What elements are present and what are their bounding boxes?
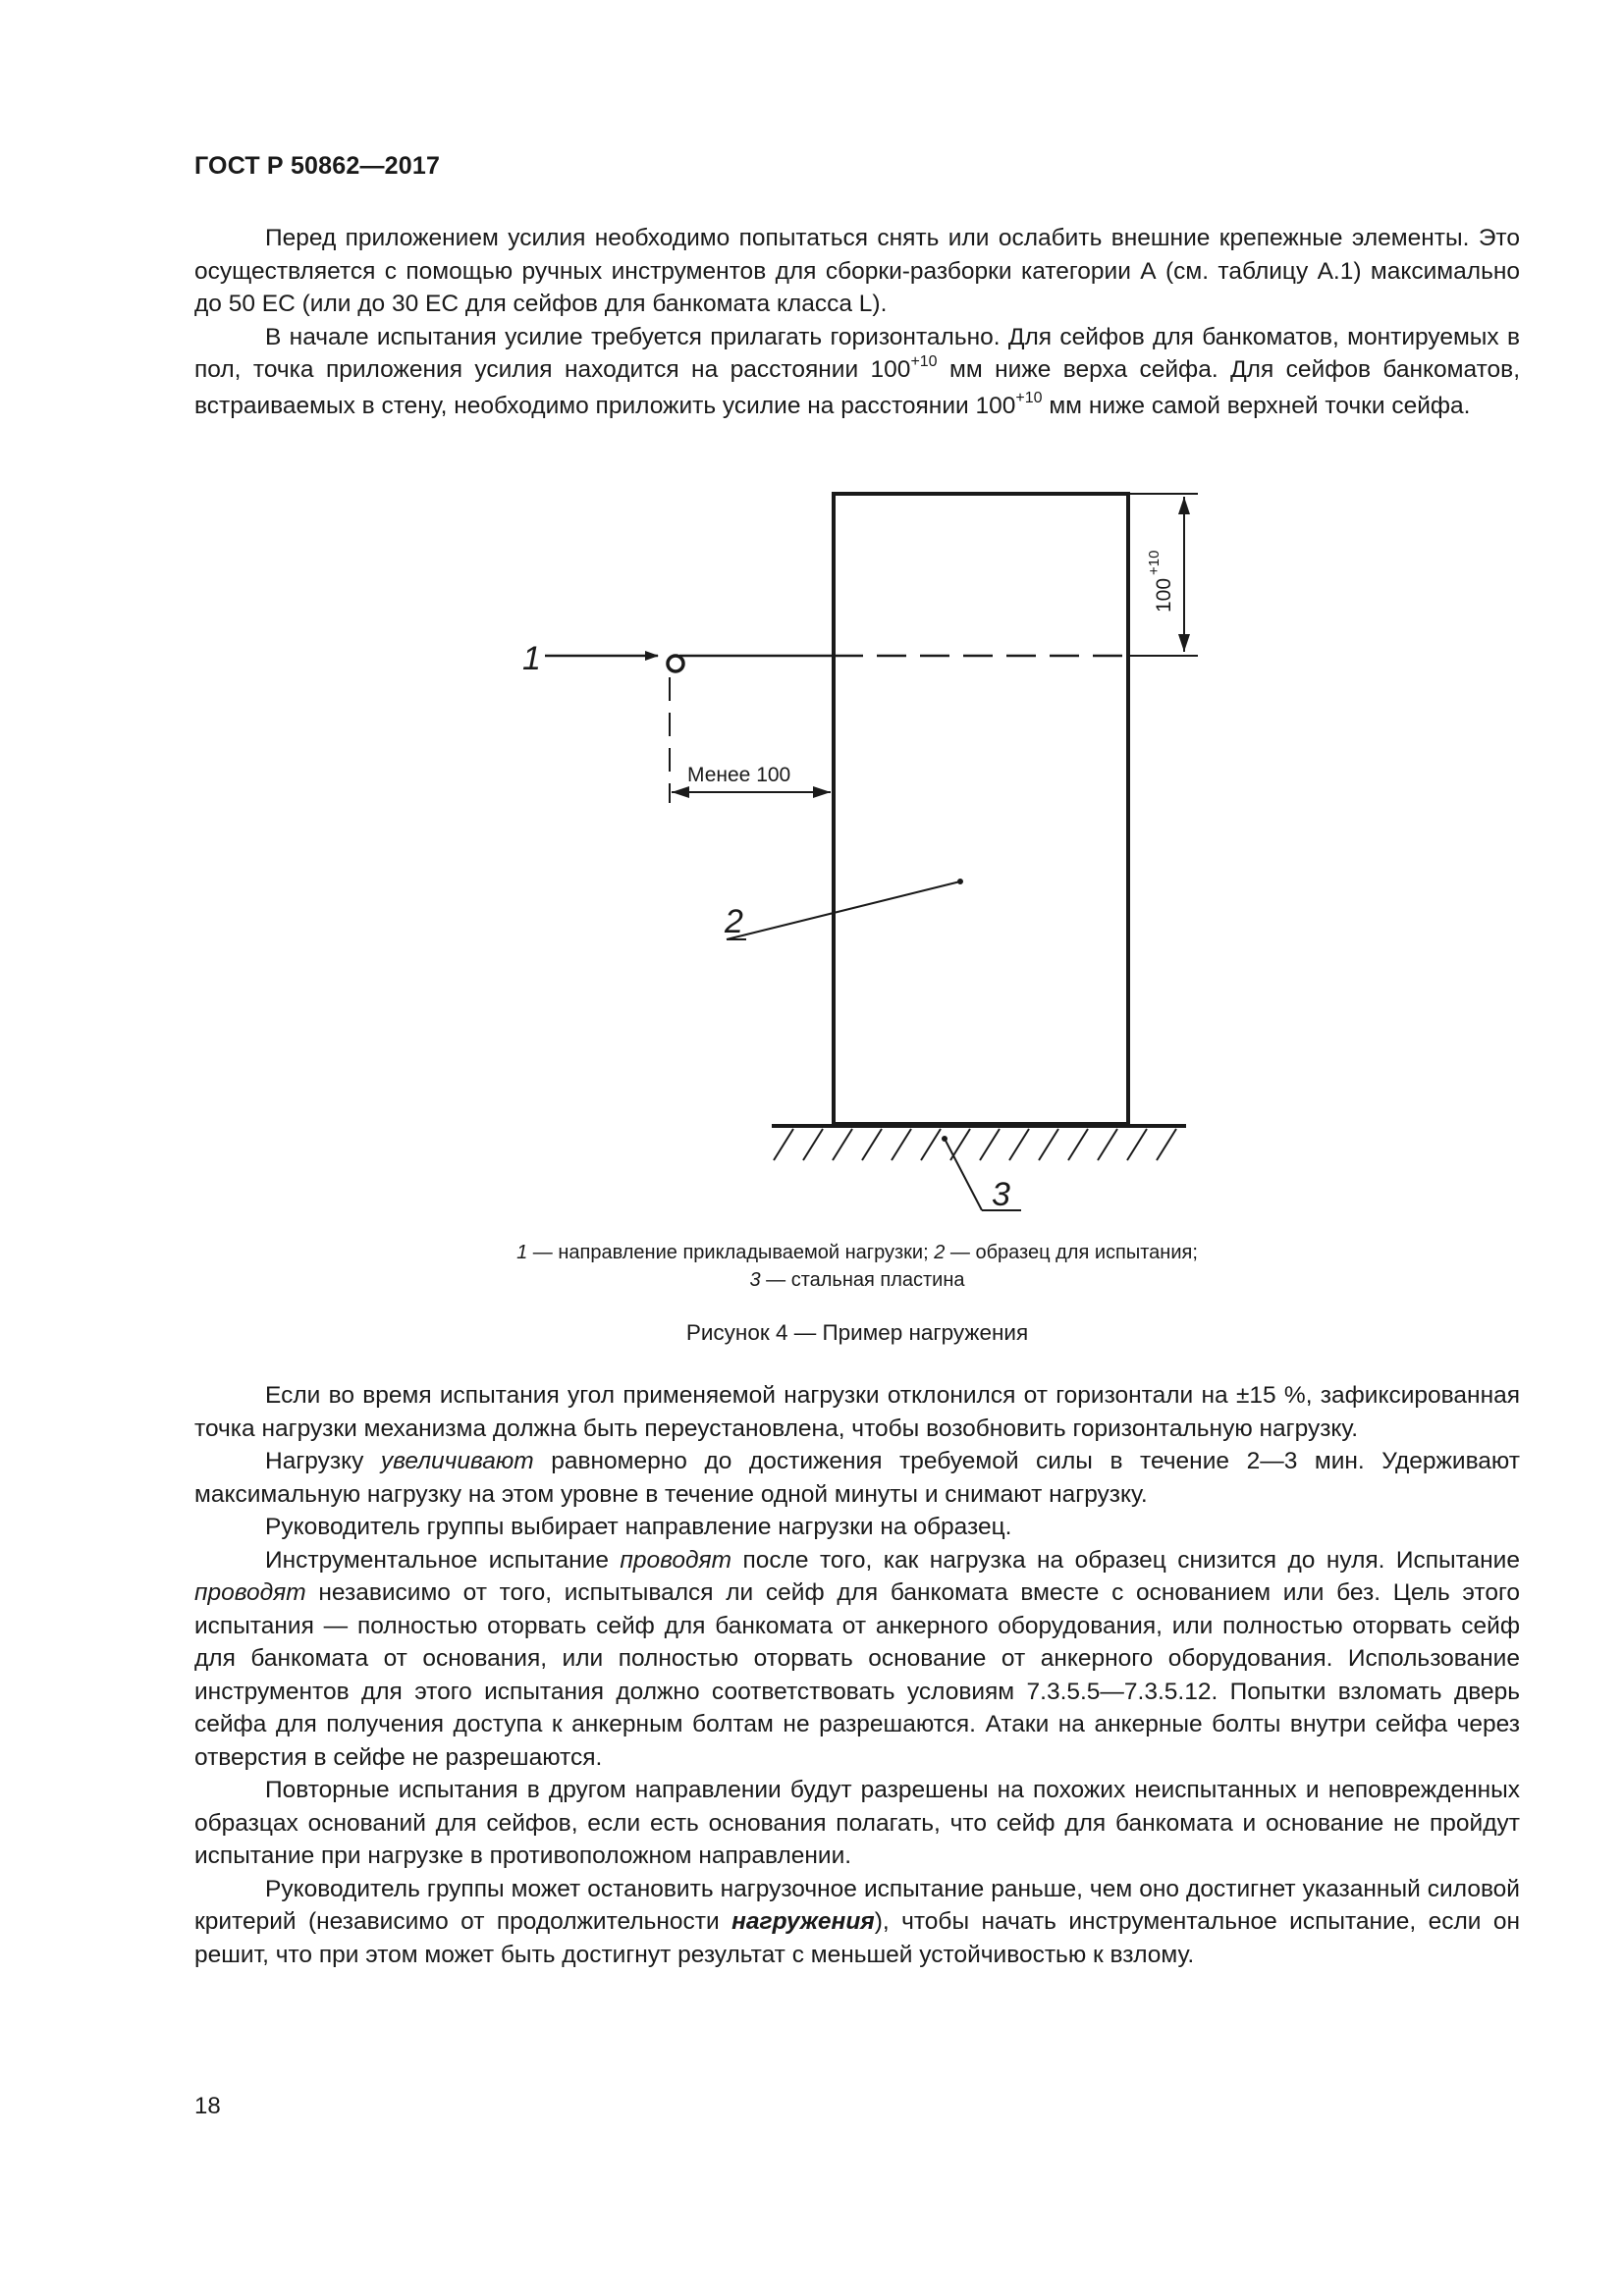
dimension-label-top-tolerance: +10 [1146, 550, 1163, 575]
text-block-bottom [194, 1379, 1520, 1971]
leader-line-2 [727, 881, 960, 939]
paragraph: Руководитель группы может остановить нагрузочное испытание раньше, чем оно достигнет указанный силовой критерий (независимо от продолжительности нагружения), чтобы начать инструментальное испытание, если он решит, что при этом может быть достигнут результат с меньшей устойчивостью к взлому. [194, 1875, 1520, 1968]
test-specimen [834, 494, 1128, 1124]
dimension-label-left: Менее 100 [687, 764, 791, 786]
load-point [668, 656, 683, 671]
legend-line: 3 — стальная пластина [749, 1269, 965, 1291]
page-number: 18 [194, 2093, 221, 2119]
paragraph: Повторные испытания в другом направлении будут разрешены на похожих неиспытанных и неповрежденных образцах оснований для сейфов, если есть основания полагать, что сейф для банкомата и основание не пройдут испытание при нагрузке в противоположном направлении. [194, 1777, 1520, 1869]
paragraph: В начале испытания усилие требуется прилагать горизонтально. Для сейфов для банкоматов, монтируемых в пол, точка приложения усилия находится на расстоянии $100^{+10}$ мм ниже верха сейфа. Для сейфов банкоматов, встраиваемых в стену, необходимо приложить усилие на расстоянии $100^{+10}$ мм ниже самой верхней точки сейфа. [194, 323, 1520, 419]
figure-label-2: 2 [725, 903, 743, 940]
hatching [774, 1129, 1176, 1160]
figure-legend [194, 1239, 1520, 1294]
leader-line-3 [945, 1139, 982, 1210]
dimension-label-top: 100 [1153, 577, 1175, 613]
paragraph: Перед приложением усилия необходимо попытаться снять или ослабить внешние крепежные элементы. Это осуществляется с помощью ручных инструментов для сборки-разборки категории А (см. таблицу А.1) максимально до 50 ЕС (или до 30 ЕС для сейфов для банкомата класса L). [194, 225, 1520, 317]
document-code: ГОСТ Р 50862—2017 [194, 152, 441, 180]
paragraph: Инструментальное испытание проводят после того, как нагрузка на образец снизится до нуля. Испытание проводят независимо от того, испытывался ли сейф для банкомата вместе с основанием или без. Цель этого испытания — полностью оторвать сейф для банкомата от анкерного оборудования, или полностью оторвать сейф для банкомата от основания, или полностью оторвать основание от анкерного оборудования. Использование инструментов для этого испытания должно соответствовать условиям 7.3.5.5—7.3.5.12. Попытки взломать дверь сейфа для получения доступа к анкерным болтам не разрешаются. Атаки на анкерные болты внутри сейфа через отверстия в сейфе не разрешаются. [194, 1546, 1520, 1771]
figure-label-1: 1 [522, 640, 541, 677]
legend-line: 1 — направление прикладываемой нагрузки; 2 — образец для испытания; [516, 1242, 1198, 1263]
paragraph: Нагрузку увеличивают равномерно до достижения требуемой силы в течение 2—3 мин. Удерживают максимальную нагрузку на этом уровне в течение одной минуты и снимают нагрузку. [194, 1448, 1520, 1508]
paragraph: Если во время испытания угол применяемой нагрузки отклонился от горизонтали на ±15 %, зафиксированная точка нагрузки механизма должна быть переустановлена, чтобы возобновить горизонтальную нагрузку. [194, 1382, 1520, 1442]
figure-caption: Рисунок 4 — Пример нагружения [685, 1320, 1029, 1345]
figure-label-3: 3 [992, 1176, 1010, 1213]
paragraph: Руководитель группы выбирает направление нагрузки на образец. [265, 1514, 1012, 1540]
